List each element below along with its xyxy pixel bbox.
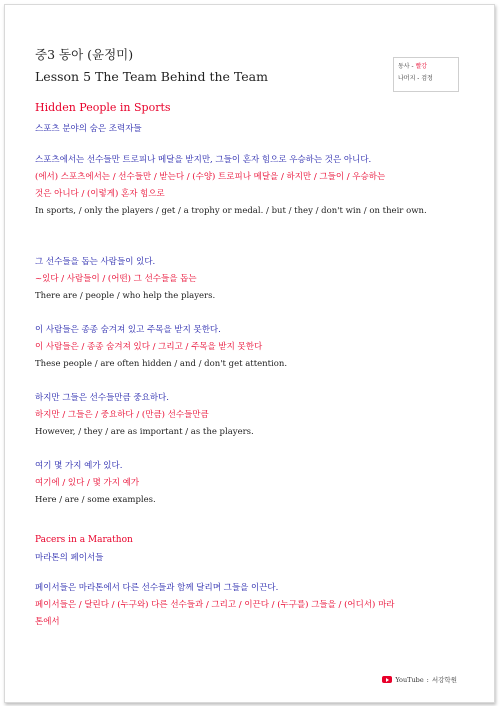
sentence-block [35, 458, 467, 509]
korean-sentence: 페이서들은 마라톤에서 다른 선수들과 함께 달리며 그들을 이끈다. [35, 583, 279, 593]
sentence-block [35, 254, 467, 305]
korean-sentence: 그 선수들을 돕는 사람들이 있다. [35, 257, 156, 267]
section-title: Hidden People in Sports [35, 101, 171, 114]
korean-sentence: 여기 몇 가지 예가 있다. [35, 461, 123, 471]
chunk-translation: 여기에 / 있다 / 몇 가지 예가 [35, 478, 140, 488]
korean-sentence: 하지만 그들은 선수들만큼 중요하다. [35, 393, 169, 403]
footer-platform: YouTube [395, 675, 424, 684]
youtube-icon [382, 676, 392, 683]
sentence-block [35, 390, 467, 441]
book-title: 중3 동아 (윤정미) [35, 47, 134, 62]
legend-other: 나머지 - 검정 [398, 75, 433, 82]
section-title: Pacers in a Marathon [35, 535, 133, 545]
section-subtitle: 마라톤의 페이서들 [35, 553, 104, 563]
chunk-translation: 페이서들은 / 달린다 / (누구와) 다른 선수들과 / 그리고 / 이끈다 / (누구를) 그들을 / (어디서) 마라 [35, 600, 395, 610]
english-sentence: These people / are often hidden / and / don't get attention. [35, 359, 288, 369]
chunk-translation: 이 사람들은 / 종종 숨겨져 있다 / 그리고 / 주목을 받지 못한다 [35, 342, 263, 352]
footer-credit [382, 675, 457, 684]
chunk-translation: 하지만 / 그들은 / 중요하다 / (만큼) 선수들만큼 [35, 410, 209, 420]
sentence-block [35, 580, 467, 631]
korean-sentence: 이 사람들은 종종 숨겨져 있고 주목을 받지 못한다. [35, 325, 221, 335]
korean-sentence: 스포츠에서는 선수들만 트로피나 메달을 받지만, 그들이 혼자 힘으로 우승하는 것은 아니다. [35, 155, 372, 165]
lesson-title: Lesson 5 The Team Behind the Team [35, 69, 268, 84]
english-sentence: There are / people / who help the players. [35, 291, 216, 301]
legend-verb: 동사 - 빨강 [398, 63, 428, 70]
chunk-translation: ~있다 / 사람들이 / (어떤) 그 선수들을 돕는 [35, 274, 197, 284]
english-sentence: However, / they / are as important / as the players. [35, 427, 254, 437]
chunk-translation-cont: 톤에서 [35, 617, 60, 627]
english-sentence: In sports, / only the players / get / a trophy or medal. / but / they / don't win / on their own. [35, 206, 427, 216]
sentence-block [35, 322, 467, 373]
footer-channel: 서강학원 [431, 676, 457, 684]
footer-separator: : [426, 675, 429, 684]
chunk-translation-cont: 것은 아니다 / (이렇게) 혼자 힘으로 [35, 189, 165, 199]
color-legend [393, 57, 459, 92]
chunk-translation: (에서) 스포츠에서는 / 선수들만 / 받는다 / (수양) 트로피나 메달을 / 하지만 / 그들이 / 우승하는 [35, 172, 386, 182]
sentence-block [35, 152, 467, 220]
section-subtitle: 스포츠 분야의 숨은 조력자들 [35, 124, 142, 134]
english-sentence: Here / are / some examples. [35, 495, 156, 505]
